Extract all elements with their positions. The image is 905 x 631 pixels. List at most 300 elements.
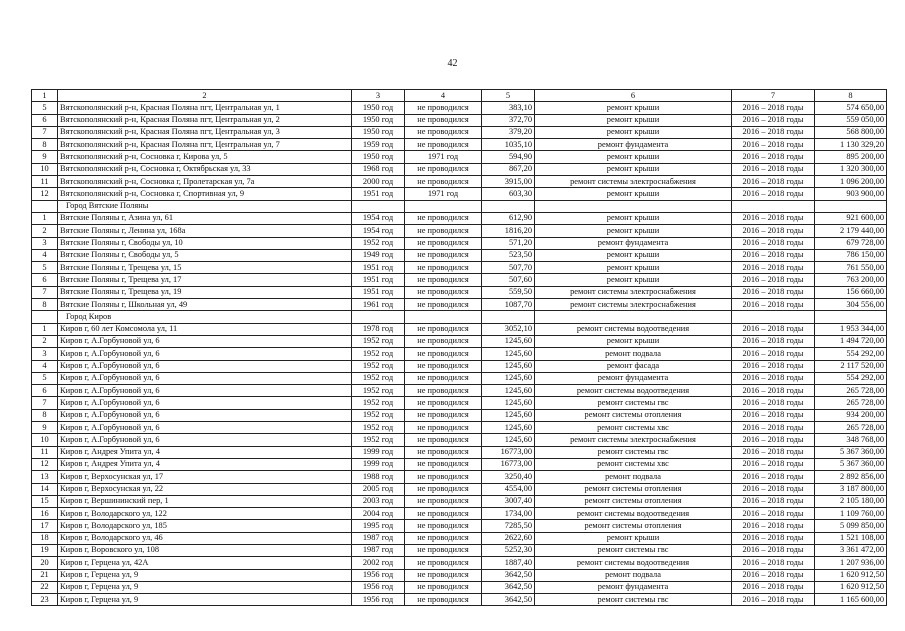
table-body (32, 90, 887, 606)
cost-cell: 921 600,00 (815, 212, 887, 224)
build-year-cell: 2002 год (352, 557, 405, 569)
period-cell: 2016 – 2018 годы (732, 335, 815, 347)
period-cell: 2016 – 2018 годы (732, 262, 815, 274)
address-cell: Киров г, 60 лет Комсомола ул, 11 (58, 323, 352, 335)
work-type-cell: ремонт крыши (535, 262, 732, 274)
table-row (32, 557, 887, 569)
row-number-cell: 3 (32, 237, 58, 249)
empty-cell (815, 200, 887, 212)
last-repair-cell: не проводился (405, 274, 482, 286)
table-row (32, 471, 887, 483)
area-cell: 2622,60 (482, 532, 535, 544)
last-repair-cell: не проводился (405, 262, 482, 274)
work-type-cell: ремонт крыши (535, 335, 732, 347)
area-cell: 5252,30 (482, 544, 535, 556)
address-cell: Вятские Поляны г, Трещева ул, 19 (58, 286, 352, 298)
area-cell: 1245,60 (482, 409, 535, 421)
area-cell: 3007,40 (482, 495, 535, 507)
last-repair-cell: не проводился (405, 126, 482, 138)
row-number-cell: 4 (32, 360, 58, 372)
area-cell: 507,60 (482, 274, 535, 286)
last-repair-cell: не проводился (405, 483, 482, 495)
row-number-cell: 6 (32, 114, 58, 126)
repair-program-table (31, 89, 887, 606)
row-number-cell: 7 (32, 286, 58, 298)
row-number-cell: 3 (32, 348, 58, 360)
work-type-cell: ремонт системы водоотведения (535, 508, 732, 520)
cost-cell: 265 728,00 (815, 397, 887, 409)
last-repair-cell: не проводился (405, 139, 482, 151)
period-cell: 2016 – 2018 годы (732, 114, 815, 126)
build-year-cell: 1995 год (352, 520, 405, 532)
work-type-cell: ремонт системы водоотведения (535, 323, 732, 335)
period-cell: 2016 – 2018 годы (732, 594, 815, 606)
last-repair-cell: не проводился (405, 212, 482, 224)
work-type-cell: ремонт крыши (535, 249, 732, 261)
area-cell: 1245,60 (482, 372, 535, 384)
address-cell: Киров г, А.Горбуновой ул, 6 (58, 372, 352, 384)
empty-cell (352, 311, 405, 323)
period-cell: 2016 – 2018 годы (732, 225, 815, 237)
row-number-cell: 9 (32, 422, 58, 434)
cost-cell: 265 728,00 (815, 422, 887, 434)
table-row (32, 495, 887, 507)
build-year-cell: 1949 год (352, 249, 405, 261)
row-number-cell: 12 (32, 458, 58, 470)
table-row (32, 446, 887, 458)
last-repair-cell: не проводился (405, 458, 482, 470)
build-year-cell: 1988 год (352, 471, 405, 483)
row-number-cell: 15 (32, 495, 58, 507)
table-row (32, 520, 887, 532)
row-number-cell: 20 (32, 557, 58, 569)
last-repair-cell: не проводился (405, 495, 482, 507)
last-repair-cell: не проводился (405, 114, 482, 126)
work-type-cell: ремонт крыши (535, 274, 732, 286)
header-cell: 2 (58, 90, 352, 102)
address-cell: Киров г, Вершининский пер, 1 (58, 495, 352, 507)
empty-cell (732, 200, 815, 212)
table-row (32, 286, 887, 298)
cost-cell: 763 200,00 (815, 274, 887, 286)
last-repair-cell: не проводился (405, 385, 482, 397)
period-cell: 2016 – 2018 годы (732, 495, 815, 507)
build-year-cell: 1952 год (352, 385, 405, 397)
address-cell: Киров г, Володарского ул, 122 (58, 508, 352, 520)
last-repair-cell: не проводился (405, 249, 482, 261)
cost-cell: 895 200,00 (815, 151, 887, 163)
cost-cell: 348 768,00 (815, 434, 887, 446)
cost-cell: 934 200,00 (815, 409, 887, 421)
section-row (32, 311, 887, 323)
last-repair-cell: не проводился (405, 335, 482, 347)
row-number-cell: 10 (32, 434, 58, 446)
table-row (32, 237, 887, 249)
period-cell: 2016 – 2018 годы (732, 126, 815, 138)
address-cell: Киров г, Володарского ул, 46 (58, 532, 352, 544)
cost-cell: 1 320 300,00 (815, 163, 887, 175)
area-cell: 1245,60 (482, 397, 535, 409)
area-cell: 3052,10 (482, 323, 535, 335)
last-repair-cell: не проводился (405, 299, 482, 311)
last-repair-cell: не проводился (405, 508, 482, 520)
row-number-cell: 9 (32, 151, 58, 163)
work-type-cell: ремонт системы отопления (535, 409, 732, 421)
address-cell: Вятскополянский р-н, Сосновка г, Спортивная ул, 9 (58, 188, 352, 200)
row-number-cell: 11 (32, 446, 58, 458)
area-cell: 4554,00 (482, 483, 535, 495)
cost-cell: 1 494 720,00 (815, 335, 887, 347)
period-cell: 2016 – 2018 годы (732, 372, 815, 384)
row-number-cell: 8 (32, 409, 58, 421)
work-type-cell: ремонт фундамента (535, 237, 732, 249)
area-cell: 1245,60 (482, 422, 535, 434)
row-number-cell: 16 (32, 508, 58, 520)
table-row (32, 581, 887, 593)
area-cell: 7285,50 (482, 520, 535, 532)
table-row (32, 126, 887, 138)
cost-cell: 903 900,00 (815, 188, 887, 200)
cost-cell: 2 892 856,00 (815, 471, 887, 483)
last-repair-cell: не проводился (405, 544, 482, 556)
cost-cell: 3 361 472,00 (815, 544, 887, 556)
header-cell: 8 (815, 90, 887, 102)
table-row (32, 385, 887, 397)
build-year-cell: 1950 год (352, 102, 405, 114)
build-year-cell: 1952 год (352, 360, 405, 372)
cost-cell: 1 620 912,50 (815, 581, 887, 593)
address-cell: Вятскополянский р-н, Сосновка г, Октябрьская ул, 33 (58, 163, 352, 175)
period-cell: 2016 – 2018 годы (732, 163, 815, 175)
period-cell: 2016 – 2018 годы (732, 471, 815, 483)
work-type-cell: ремонт системы электроснабжения (535, 299, 732, 311)
period-cell: 2016 – 2018 годы (732, 397, 815, 409)
row-number-cell: 4 (32, 249, 58, 261)
address-cell: Вятские Поляны г, Азина ул, 61 (58, 212, 352, 224)
row-number-cell: 7 (32, 126, 58, 138)
table-row (32, 594, 887, 606)
table-header-row (32, 90, 887, 102)
work-type-cell: ремонт крыши (535, 151, 732, 163)
build-year-cell: 1951 год (352, 286, 405, 298)
cost-cell: 1 165 600,00 (815, 594, 887, 606)
table-row (32, 569, 887, 581)
row-number-cell: 1 (32, 212, 58, 224)
address-cell: Вятские Поляны г, Трещева ул, 17 (58, 274, 352, 286)
work-type-cell: ремонт крыши (535, 126, 732, 138)
last-repair-cell: не проводился (405, 409, 482, 421)
header-cell: 3 (352, 90, 405, 102)
cost-cell: 156 660,00 (815, 286, 887, 298)
table-row (32, 409, 887, 421)
cost-cell: 554 292,00 (815, 372, 887, 384)
address-cell: Киров г, А.Горбуновой ул, 6 (58, 348, 352, 360)
cost-cell: 559 050,00 (815, 114, 887, 126)
area-cell: 383,10 (482, 102, 535, 114)
cost-cell: 554 292,00 (815, 348, 887, 360)
last-repair-cell: не проводился (405, 569, 482, 581)
area-cell: 16773,00 (482, 446, 535, 458)
area-cell: 3915,00 (482, 176, 535, 188)
address-cell: Киров г, А.Горбуновой ул, 6 (58, 422, 352, 434)
area-cell: 523,50 (482, 249, 535, 261)
table-row (32, 335, 887, 347)
row-number-cell: 13 (32, 471, 58, 483)
period-cell: 2016 – 2018 годы (732, 237, 815, 249)
address-cell: Киров г, Герцена ул, 9 (58, 581, 352, 593)
work-type-cell: ремонт крыши (535, 114, 732, 126)
empty-cell (405, 200, 482, 212)
period-cell: 2016 – 2018 годы (732, 581, 815, 593)
address-cell: Киров г, А.Горбуновой ул, 6 (58, 397, 352, 409)
work-type-cell: ремонт фундамента (535, 139, 732, 151)
build-year-cell: 1952 год (352, 409, 405, 421)
period-cell: 2016 – 2018 годы (732, 557, 815, 569)
build-year-cell: 1999 год (352, 458, 405, 470)
table-row (32, 348, 887, 360)
table-row (32, 212, 887, 224)
build-year-cell: 1954 год (352, 225, 405, 237)
row-number-cell: 2 (32, 225, 58, 237)
work-type-cell: ремонт системы гвс (535, 544, 732, 556)
build-year-cell: 1950 год (352, 151, 405, 163)
work-type-cell: ремонт подвала (535, 569, 732, 581)
cost-cell: 2 105 180,00 (815, 495, 887, 507)
row-number-cell: 17 (32, 520, 58, 532)
work-type-cell: ремонт крыши (535, 102, 732, 114)
build-year-cell: 1950 год (352, 114, 405, 126)
address-cell: Киров г, Верхосунская ул, 22 (58, 483, 352, 495)
empty-cell (32, 200, 58, 212)
area-cell: 3250,40 (482, 471, 535, 483)
build-year-cell: 1951 год (352, 262, 405, 274)
period-cell: 2016 – 2018 годы (732, 532, 815, 544)
page-number: 42 (447, 58, 458, 69)
address-cell: Киров г, Герцена ул, 42А (58, 557, 352, 569)
address-cell: Киров г, Андрея Упита ул, 4 (58, 458, 352, 470)
last-repair-cell: не проводился (405, 225, 482, 237)
last-repair-cell: не проводился (405, 397, 482, 409)
row-number-cell: 10 (32, 163, 58, 175)
empty-cell (535, 200, 732, 212)
last-repair-cell: не проводился (405, 581, 482, 593)
row-number-cell: 21 (32, 569, 58, 581)
table-row (32, 151, 887, 163)
area-cell: 3642,50 (482, 594, 535, 606)
area-cell: 594,90 (482, 151, 535, 163)
header-cell: 1 (32, 90, 58, 102)
last-repair-cell: не проводился (405, 176, 482, 188)
work-type-cell: ремонт подвала (535, 348, 732, 360)
table-row (32, 360, 887, 372)
period-cell: 2016 – 2018 годы (732, 569, 815, 581)
work-type-cell: ремонт системы отопления (535, 483, 732, 495)
period-cell: 2016 – 2018 годы (732, 323, 815, 335)
address-cell: Вятские Поляны г, Свободы ул, 5 (58, 249, 352, 261)
period-cell: 2016 – 2018 годы (732, 139, 815, 151)
area-cell: 16773,00 (482, 458, 535, 470)
cost-cell: 1 207 936,00 (815, 557, 887, 569)
last-repair-cell: 1971 год (405, 188, 482, 200)
address-cell: Киров г, А.Горбуновой ул, 6 (58, 385, 352, 397)
work-type-cell: ремонт системы электроснабжения (535, 176, 732, 188)
header-cell: 5 (482, 90, 535, 102)
row-number-cell: 2 (32, 335, 58, 347)
area-cell: 1245,60 (482, 335, 535, 347)
last-repair-cell: не проводился (405, 557, 482, 569)
period-cell: 2016 – 2018 годы (732, 385, 815, 397)
build-year-cell: 1959 год (352, 139, 405, 151)
work-type-cell: ремонт системы гвс (535, 397, 732, 409)
build-year-cell: 1952 год (352, 434, 405, 446)
area-cell: 1734,00 (482, 508, 535, 520)
area-cell: 372,70 (482, 114, 535, 126)
work-type-cell: ремонт крыши (535, 188, 732, 200)
header-cell: 7 (732, 90, 815, 102)
work-type-cell: ремонт системы хвс (535, 458, 732, 470)
period-cell: 2016 – 2018 годы (732, 286, 815, 298)
row-number-cell: 5 (32, 262, 58, 274)
address-cell: Вятскополянский р-н, Красная Поляна пгт, Центральная ул, 2 (58, 114, 352, 126)
table-row (32, 249, 887, 261)
period-cell: 2016 – 2018 годы (732, 151, 815, 163)
row-number-cell: 19 (32, 544, 58, 556)
cost-cell: 679 728,00 (815, 237, 887, 249)
build-year-cell: 1952 год (352, 237, 405, 249)
period-cell: 2016 – 2018 годы (732, 520, 815, 532)
area-cell: 603,30 (482, 188, 535, 200)
row-number-cell: 1 (32, 323, 58, 335)
work-type-cell: ремонт системы электроснабжения (535, 434, 732, 446)
build-year-cell: 1956 год (352, 569, 405, 581)
row-number-cell: 5 (32, 102, 58, 114)
build-year-cell: 2005 год (352, 483, 405, 495)
empty-cell (815, 311, 887, 323)
period-cell: 2016 – 2018 годы (732, 176, 815, 188)
period-cell: 2016 – 2018 годы (732, 434, 815, 446)
build-year-cell: 1968 год (352, 163, 405, 175)
build-year-cell: 1987 год (352, 544, 405, 556)
section-row (32, 200, 887, 212)
address-cell: Киров г, Андрея Упита ул, 4 (58, 446, 352, 458)
area-cell: 1887,40 (482, 557, 535, 569)
address-cell: Вятские Поляны г, Школьная ул, 49 (58, 299, 352, 311)
address-cell: Киров г, Верхосунская ул, 17 (58, 471, 352, 483)
table-row (32, 114, 887, 126)
period-cell: 2016 – 2018 годы (732, 544, 815, 556)
area-cell: 559,50 (482, 286, 535, 298)
cost-cell: 568 800,00 (815, 126, 887, 138)
build-year-cell: 1950 год (352, 126, 405, 138)
period-cell: 2016 – 2018 годы (732, 508, 815, 520)
area-cell: 612,90 (482, 212, 535, 224)
cost-cell: 2 117 520,00 (815, 360, 887, 372)
last-repair-cell: не проводился (405, 237, 482, 249)
work-type-cell: ремонт фундамента (535, 372, 732, 384)
row-number-cell: 11 (32, 176, 58, 188)
table-row (32, 397, 887, 409)
table-row (32, 508, 887, 520)
table-row (32, 323, 887, 335)
work-type-cell: ремонт крыши (535, 225, 732, 237)
build-year-cell: 2000 год (352, 176, 405, 188)
address-cell: Киров г, А.Горбуновой ул, 6 (58, 360, 352, 372)
table-row (32, 483, 887, 495)
period-cell: 2016 – 2018 годы (732, 422, 815, 434)
last-repair-cell: не проводился (405, 102, 482, 114)
build-year-cell: 1952 год (352, 422, 405, 434)
cost-cell: 1 953 344,00 (815, 323, 887, 335)
row-number-cell: 8 (32, 299, 58, 311)
row-number-cell: 18 (32, 532, 58, 544)
empty-cell (732, 311, 815, 323)
area-cell: 1087,70 (482, 299, 535, 311)
build-year-cell: 1978 год (352, 323, 405, 335)
address-cell: Вятскополянский р-н, Красная Поляна пгт, Центральная ул, 1 (58, 102, 352, 114)
address-cell: Вятские Поляны г, Трещева ул, 15 (58, 262, 352, 274)
period-cell: 2016 – 2018 годы (732, 483, 815, 495)
area-cell: 867,20 (482, 163, 535, 175)
last-repair-cell: не проводился (405, 520, 482, 532)
area-cell: 571,20 (482, 237, 535, 249)
build-year-cell: 2004 год (352, 508, 405, 520)
period-cell: 2016 – 2018 годы (732, 212, 815, 224)
period-cell: 2016 – 2018 годы (732, 446, 815, 458)
build-year-cell: 1952 год (352, 397, 405, 409)
section-title: Город Вятские Поляны (58, 200, 352, 212)
cost-cell: 265 728,00 (815, 385, 887, 397)
period-cell: 2016 – 2018 годы (732, 299, 815, 311)
period-cell: 2016 – 2018 годы (732, 274, 815, 286)
table-row (32, 274, 887, 286)
last-repair-cell: не проводился (405, 471, 482, 483)
address-cell: Вятские Поляны г, Свободы ул, 10 (58, 237, 352, 249)
period-cell: 2016 – 2018 годы (732, 409, 815, 421)
last-repair-cell: не проводился (405, 323, 482, 335)
row-number-cell: 6 (32, 274, 58, 286)
build-year-cell: 1956 год (352, 581, 405, 593)
table-row (32, 188, 887, 200)
header-cell: 4 (405, 90, 482, 102)
table-row (32, 102, 887, 114)
address-cell: Вятскополянский р-н, Сосновка г, Кирова ул, 5 (58, 151, 352, 163)
build-year-cell: 1952 год (352, 348, 405, 360)
work-type-cell: ремонт системы отопления (535, 495, 732, 507)
cost-cell: 5 367 360,00 (815, 446, 887, 458)
table-row (32, 532, 887, 544)
period-cell: 2016 – 2018 годы (732, 249, 815, 261)
address-cell: Киров г, Герцена ул, 9 (58, 594, 352, 606)
work-type-cell: ремонт системы водоотведения (535, 385, 732, 397)
header-cell: 6 (535, 90, 732, 102)
work-type-cell: ремонт фундамента (535, 581, 732, 593)
last-repair-cell: 1971 год (405, 151, 482, 163)
area-cell: 1245,60 (482, 434, 535, 446)
period-cell: 2016 – 2018 годы (732, 348, 815, 360)
work-type-cell: ремонт крыши (535, 532, 732, 544)
row-number-cell: 6 (32, 385, 58, 397)
build-year-cell: 1999 год (352, 446, 405, 458)
table-row (32, 139, 887, 151)
last-repair-cell: не проводился (405, 532, 482, 544)
cost-cell: 574 650,00 (815, 102, 887, 114)
address-cell: Киров г, А.Горбуновой ул, 6 (58, 434, 352, 446)
cost-cell: 786 150,00 (815, 249, 887, 261)
row-number-cell: 22 (32, 581, 58, 593)
build-year-cell: 1951 год (352, 188, 405, 200)
cost-cell: 1 130 329,20 (815, 139, 887, 151)
area-cell: 1245,60 (482, 348, 535, 360)
